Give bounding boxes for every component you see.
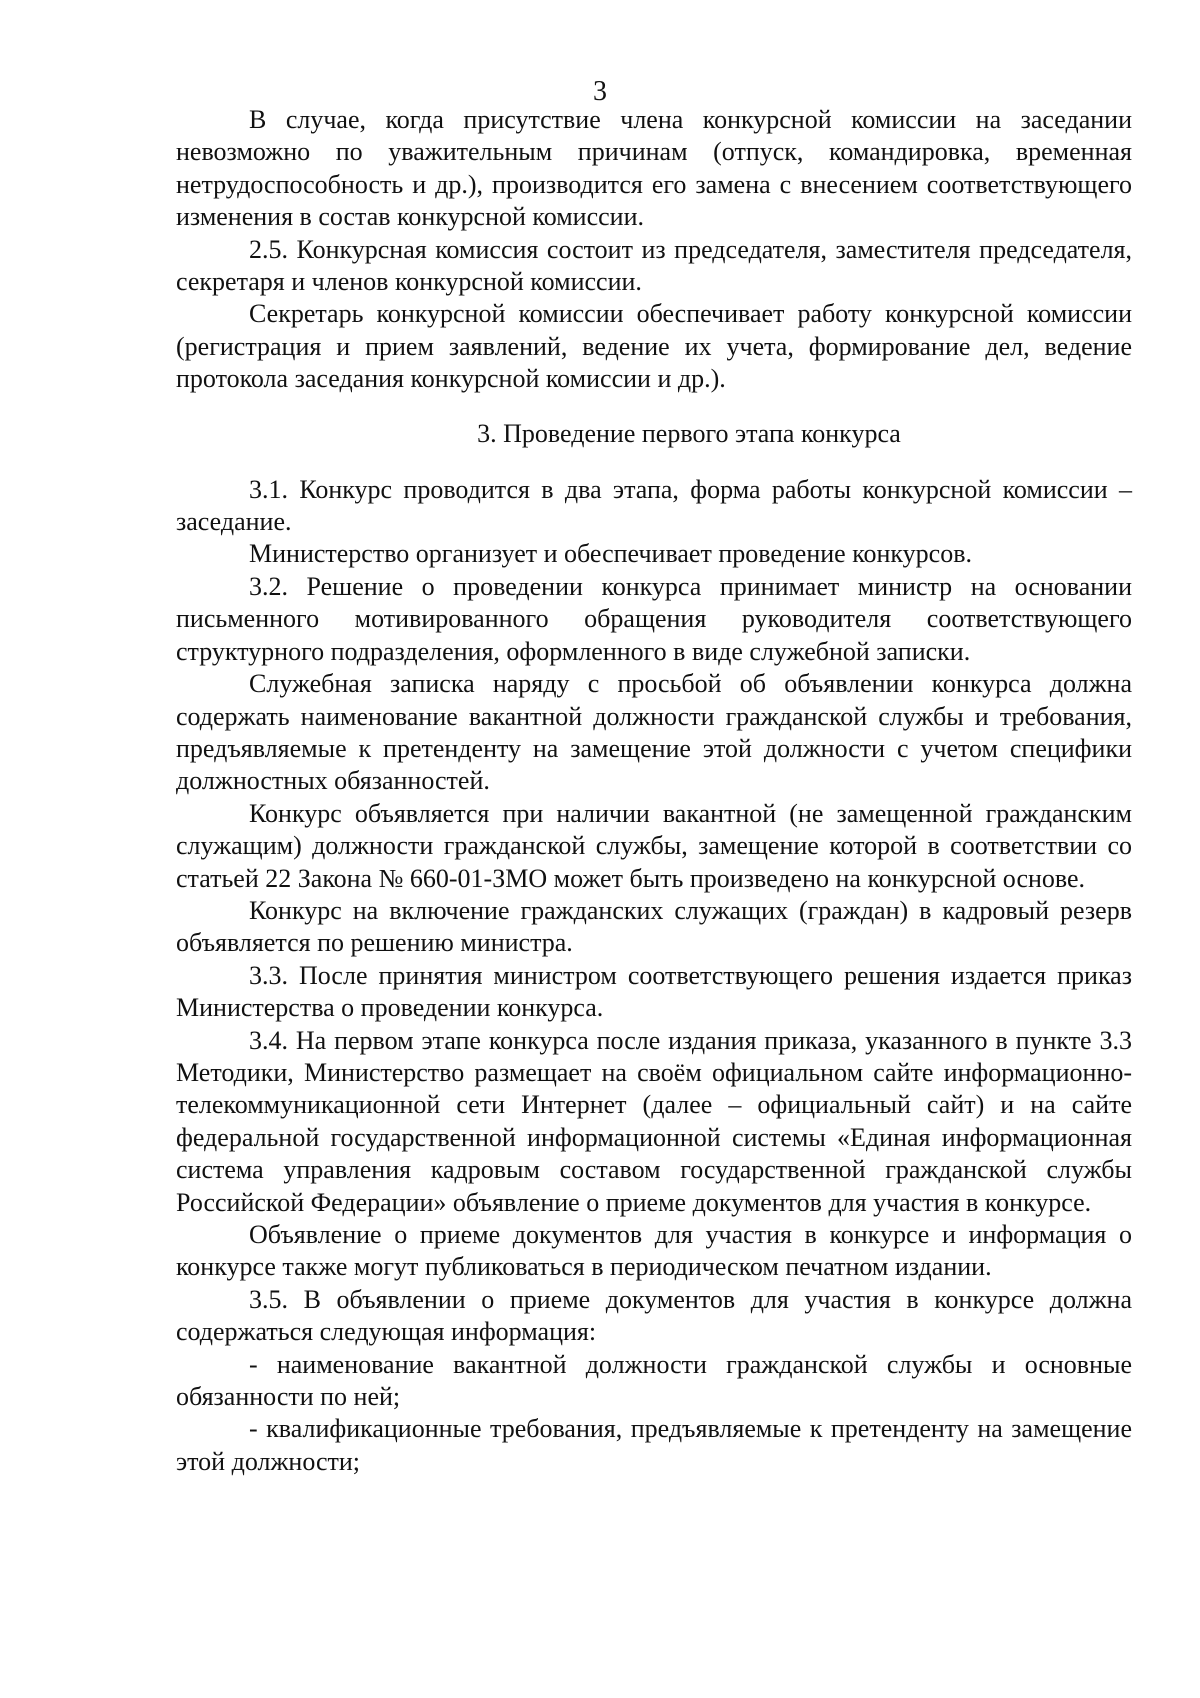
list-item: - квалификационные требования, предъявляемые к претенденту на замещение этой должности; xyxy=(176,1414,1132,1476)
paragraph: Служебная записка наряду с просьбой об объявлении конкурса должна содержать наименование вакантной должности гражданской службы и требования, предъявляемые к претенденту на замещение этой должности с учетом специфики должностных обязанностей. xyxy=(176,669,1132,796)
paragraph-3-2: 3.2. Решение о проведении конкурса принимает министр на основании письменного мотивированного обращения руководителя соответствующего структурного подразделения, оформленного в виде служебной записки. xyxy=(176,571,1132,666)
paragraph-3-1: 3.1. Конкурс проводится в два этапа, форма работы конкурсной комиссии – заседание. xyxy=(176,474,1132,537)
document-body xyxy=(176,104,1132,1478)
paragraph-3-5: 3.5. В объявлении о приеме документов для участия в конкурсе должна содержаться следующая информация: xyxy=(176,1284,1132,1347)
page-number: 3 xyxy=(593,76,607,107)
paragraph: Конкурс на включение гражданских служащих (граждан) в кадровый резерв объявляется по решению министра. xyxy=(176,895,1132,958)
paragraph: Министерство организует и обеспечивает проведение конкурсов. xyxy=(249,539,972,569)
paragraph: В случае, когда присутствие члена конкурсной комиссии на заседании невозможно по уважительным причинам (отпуск, командировка, временная нетрудоспособность и др.), производится его замена с внесением соответствующего изменения в состав конкурсной комиссии. xyxy=(176,105,1132,232)
list-item: - наименование вакантной должности гражданской службы и основные обязанности по ней; xyxy=(176,1349,1132,1412)
paragraph-3-4: 3.4. На первом этапе конкурса после издания приказа, указанного в пункте 3.3 Методики, Министерство размещает на своём официальном сайте информационно-телекоммуникационной сети Интернет (далее – официальный сайт) и на сайте федеральной государственной информационной системы «Единая информационная система управления кадровым составом государственной гражданской службы Российской Федерации» объявление о приеме документов для участия в конкурсе. xyxy=(176,1025,1132,1217)
section-heading: 3. Проведение первого этапа конкурса xyxy=(477,418,901,448)
paragraph: Конкурс объявляется при наличии вакантной (не замещенной гражданским служащим) должности гражданской службы, замещение которой в соответствии со статьей 22 Закона № 660-01-ЗМО может быть произведено на конкурсной основе. xyxy=(176,798,1132,893)
paragraph: Секретарь конкурсной комиссии обеспечивает работу конкурсной комиссии (регистрация и прием заявлений, ведение их учета, формирование дел, ведение протокола заседания конкурсной комиссии и др.). xyxy=(176,299,1132,394)
paragraph-3-3: 3.3. После принятия министром соответствующего решения издается приказ Министерства о проведении конкурса. xyxy=(176,960,1132,1023)
paragraph: Объявление о приеме документов для участия в конкурсе и информация о конкурсе также могут публиковаться в периодическом печатном издании. xyxy=(176,1220,1132,1282)
paragraph-2-5: 2.5. Конкурсная комиссия состоит из председателя, заместителя председателя, секретаря и членов конкурсной комиссии. xyxy=(176,234,1132,297)
